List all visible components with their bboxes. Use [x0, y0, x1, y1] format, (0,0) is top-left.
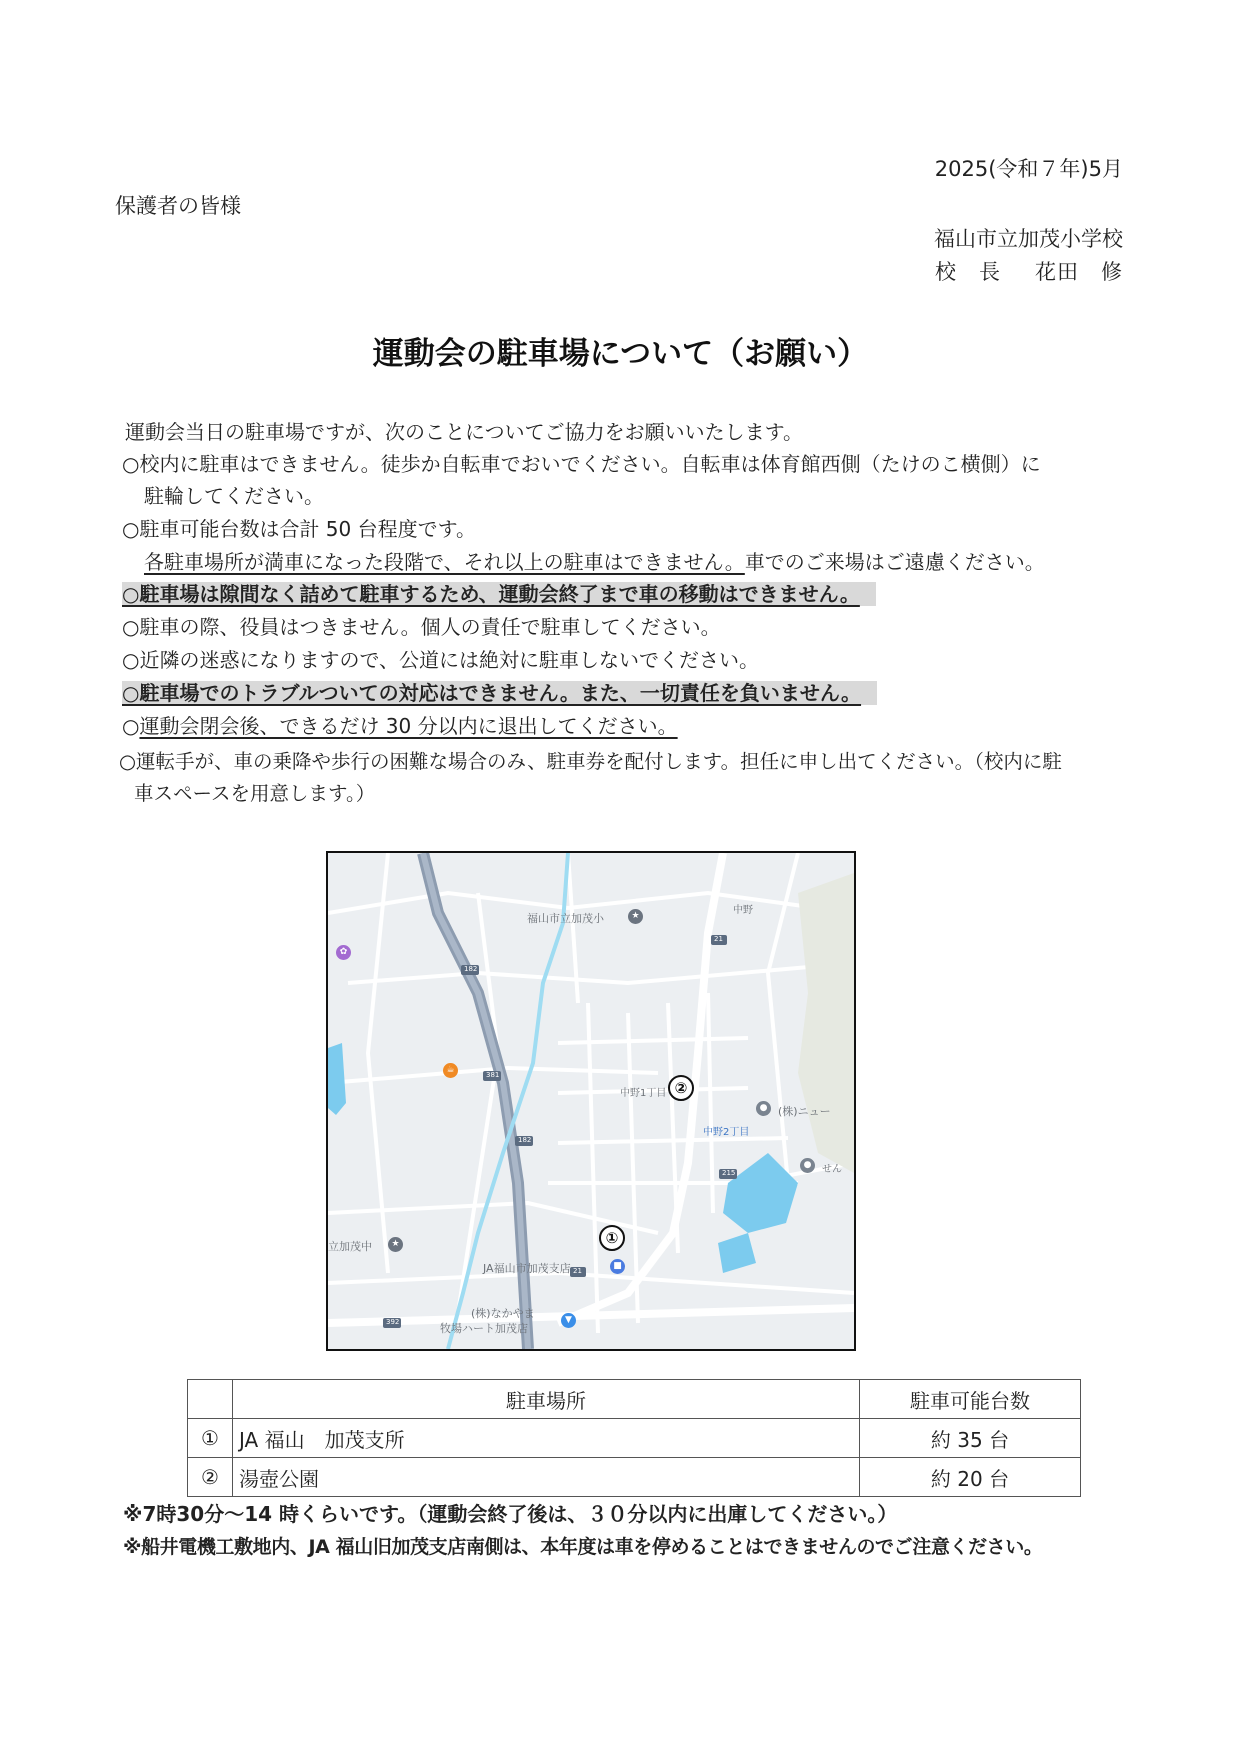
- restriction-note: ※船井電機工敷地内、JA 福山旧加茂支店南側は、本年度は車を停めることはできませんのでご注意ください。: [123, 1536, 1043, 1558]
- intro-text: 運動会当日の駐車場ですが、次のことについてご協力をお願いいたします。: [125, 420, 803, 444]
- map-label-nakayama2: 牧場ハート加茂店: [440, 1322, 528, 1335]
- map-label-nakano: 中野: [733, 905, 753, 916]
- item-bicycle: ○校内に駐車はできません。徒歩か自転車でおいでください。自転車は体育館西側（たけのこ横側）に: [122, 452, 1041, 476]
- item-capacity: ○駐車可能台数は合計 50 台程度です。: [122, 517, 477, 541]
- junior-high-pin-icon: ★: [388, 1237, 403, 1252]
- road-182b-label: 182: [518, 1136, 532, 1144]
- bank-pin-icon: ■: [610, 1259, 625, 1274]
- item-exit: [122, 711, 678, 741]
- table-row: [188, 1419, 1081, 1458]
- item-exit-mark: ○: [122, 714, 140, 738]
- item-capacity-sub: [122, 547, 1045, 577]
- table-header-row: [188, 1380, 1081, 1419]
- item-exit-text: 運動会閉会後、できるだけ 30 分以内に退出してください。: [139, 714, 678, 738]
- road-182-label: 182: [464, 965, 478, 973]
- item-no-trouble: [122, 678, 877, 708]
- addressee: 保護者の皆様: [115, 194, 241, 218]
- time-note: ※7時30分～14 時くらいです。（運動会終了後は、３０分以内に出庫してください。）: [123, 1502, 898, 1526]
- map-label-school: 福山市立加茂小: [527, 912, 604, 925]
- item-no-move: [122, 579, 876, 609]
- road-392-label: 392: [386, 1318, 400, 1326]
- item-no-staff: ○駐車の際、役員はつきません。個人の責任で駐車してください。: [122, 615, 721, 639]
- item-no-street-parking: ○近隣の迷惑になりますので、公道には絶対に駐車しないでください。: [122, 648, 760, 672]
- row-place: 湯壺公園: [233, 1458, 860, 1497]
- map-label-ja: JA福山市加茂支店: [483, 1262, 571, 1275]
- map-label-nakano2: 中野2丁目: [703, 1127, 750, 1138]
- table-header-capacity: 駐車可能台数: [860, 1380, 1081, 1419]
- school-name: 福山市立加茂小学校: [934, 227, 1123, 251]
- road-21b-label: 21: [573, 1267, 582, 1275]
- map-label-se: せん: [822, 1164, 842, 1175]
- map-label-company: (株)ニュー: [778, 1105, 831, 1118]
- map-label-junior-high: 立加茂中: [328, 1240, 372, 1253]
- table-header-num: [188, 1380, 233, 1419]
- table-row: [188, 1458, 1081, 1497]
- item-capacity-full-note: 各駐車場所が満車になった段階で、それ以上の駐車はできません。: [144, 550, 745, 574]
- parking-marker-2: ②: [668, 1075, 694, 1101]
- school-pin-icon: ★: [628, 909, 643, 924]
- map-label-nakano1: 中野1丁目: [620, 1088, 667, 1099]
- facility-pin-icon: ●: [800, 1158, 815, 1173]
- issue-date: 2025(令和７年)5月: [934, 157, 1123, 181]
- area-map: [326, 851, 856, 1351]
- principal-name: 花田 修: [1035, 260, 1123, 284]
- row-capacity: 約 20 台: [860, 1458, 1081, 1497]
- road-381-label: 381: [486, 1071, 500, 1079]
- parking-table: [187, 1379, 1081, 1497]
- company-pin-icon: ●: [756, 1101, 771, 1116]
- map-label-nakayama1: (株)なかやま: [471, 1307, 535, 1320]
- parking-marker-1: ①: [599, 1225, 625, 1251]
- highlight-no-move: ○駐車場は隙間なく詰めて駐車するため、運動会終了まで車の移動はできません。: [122, 582, 876, 606]
- road-215-label: 215: [722, 1169, 736, 1177]
- item-permit-cont: 車スペースを用意します。）: [134, 782, 376, 805]
- row-place: JA 福山 加茂支所: [233, 1419, 860, 1458]
- row-num: ①: [188, 1419, 233, 1458]
- map-graphic: [328, 853, 854, 1349]
- item-capacity-rest: 車でのご来場はご遠慮ください。: [744, 550, 1045, 574]
- principal-title: 校 長: [935, 260, 1001, 284]
- road-21-label: 21: [714, 935, 723, 943]
- document-title: 運動会の駐車場について（お願い）: [372, 336, 869, 372]
- principal-line: [935, 256, 1123, 286]
- temple-pin-icon: ✿: [336, 945, 351, 960]
- cafe-pin-icon: ☕: [443, 1063, 458, 1078]
- highlight-no-trouble: ○駐車場でのトラブルついての対応はできません。また、一切責任を負いません。: [122, 681, 877, 705]
- shop-pin-icon: ▼: [561, 1313, 576, 1328]
- table-header-place: 駐車場所: [233, 1380, 860, 1419]
- row-capacity: 約 35 台: [860, 1419, 1081, 1458]
- item-permit: ○運転手が、車の乗降や歩行の困難な場合のみ、駐車券を配付します。担任に申し出てください。（校内に駐: [119, 750, 1062, 773]
- row-num: ②: [188, 1458, 233, 1497]
- item-bicycle-cont: 駐輪してください。: [144, 484, 324, 508]
